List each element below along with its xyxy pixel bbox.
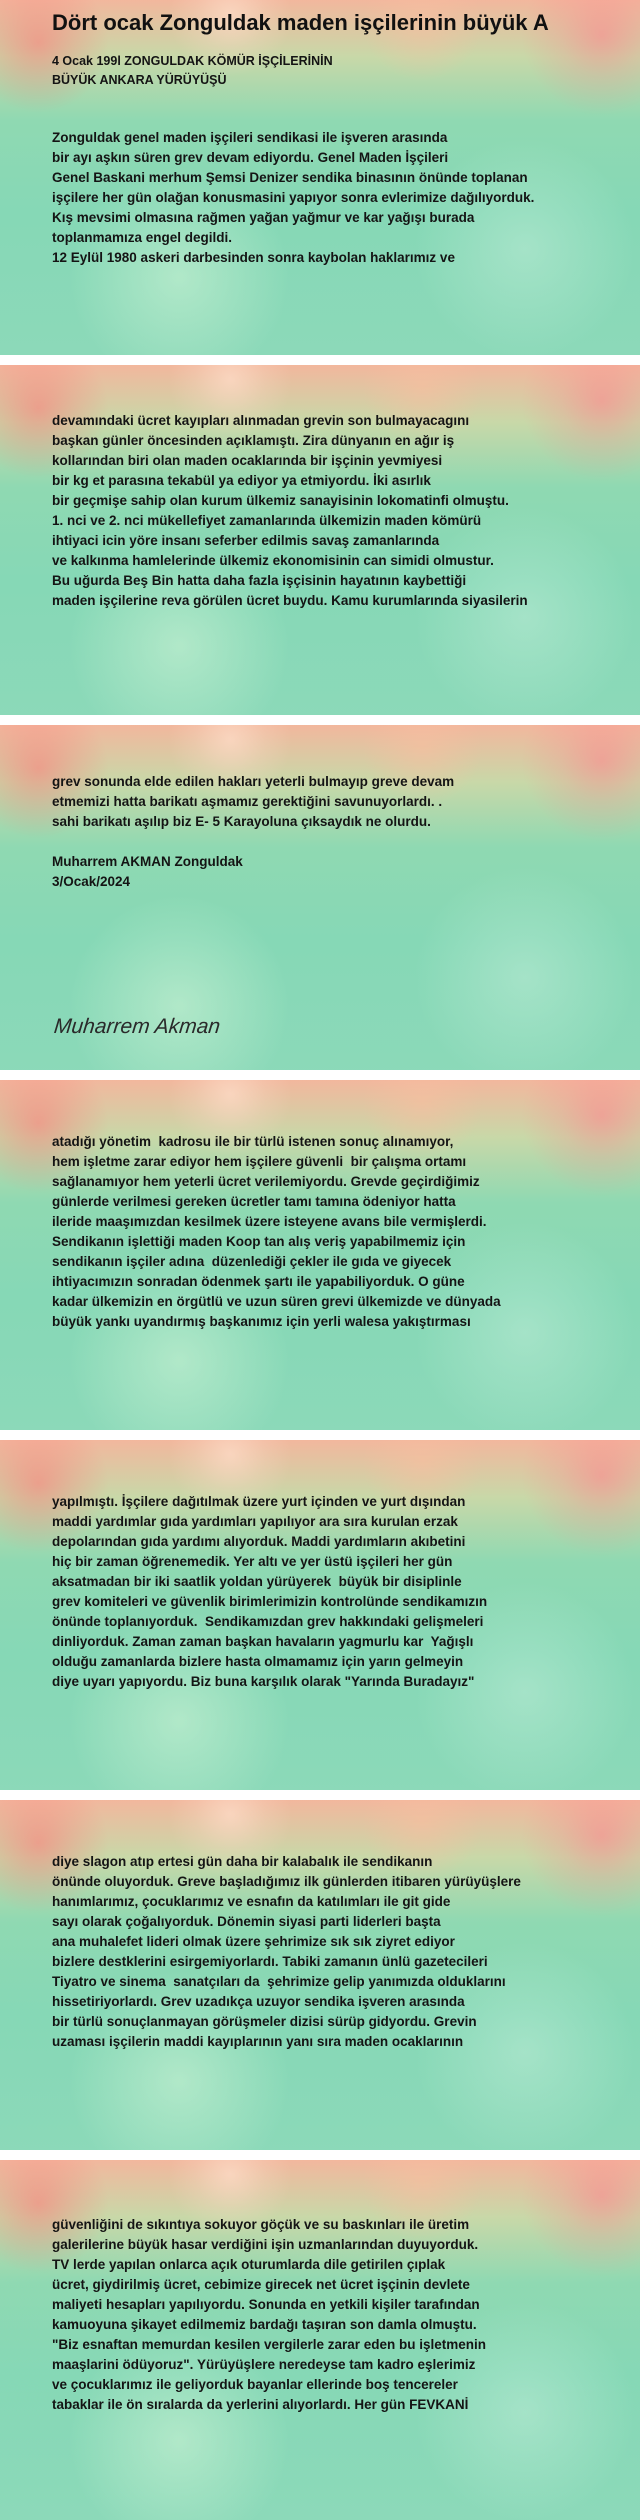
paragraph-7: güvenliğini de sıkıntıya sokuyor göçük ve su baskınları ile üretim galerilerine büyük hasar verdiğini işin uzmanlarından duyuyorduk. TV lerde yapılan onlarca açık oturumlarda dile getirilen çıplak ücret, giydirilmiş ücret, cebimize girecek net ücret işçinin devlete maliyeti hesapları yapılıyordu. Sonunda en yetkili kişiler tarafından kamuoyuna şikayet edilmemiz bardağı taşıran son damla olmuştu. "Biz esnaftan memurdan kesilen vergilerle zarar eden bu işletmenin maaşlarini ödüyoruz". Yürüyüşlere neredeyse tam kadro eşlerimiz ve çocuklarımız ile geliyorduk bayanlar ellerinde boş tencereler tabaklar ile ön sıralarda da yerlerini alıyorlardı. Her gün FEVKANİ xyxy=(52,2217,487,2412)
panel-divider xyxy=(0,1430,640,1440)
panel-divider xyxy=(0,2150,640,2160)
panel-divider xyxy=(0,355,640,365)
text-panel-3 xyxy=(0,725,640,1085)
paragraph-6: diye slagon atıp ertesi gün daha bir kalabalık ile sendikanın önünde oluyorduk. Greve başladığımız ilk günlerden itibaren yürüyüşlere hanımlarımız, çocuklarımız ve esnafın da katılımları ile git gide sayı olarak çoğalıyorduk. Dönemin siyasi parti liderleri başta ana muhalefet lideri olmak üzere şehrimize sık sık ziyret ediyor bizlere destklerini esirgemiyorlardı. Tabiki zamanın ünlü gazetecileri Tiyatro ve sinema sanatçıları da şehrimize gelip yanımızda olduklarını hissetiriyorlardı. Grev uzadıkça uzuyor sendika işveren arasında bir türlü sonuçlanmayan görüşmeler dizisi sürüp gidyordu. Grevin uzaması işçilerin maddi kayıplarının yanı sıra maden ocaklarının xyxy=(52,1854,521,2049)
paragraph-4: atadığı yönetim kadrosu ile bir türlü istenen sonuç alınamıyor, hem işletme zarar ediyor hem işçilere güvenli bir çalışma ortamı sağlanamıyor hem yeterli ücret verilemiyordu. Grevde geçirdiğimiz günlerde verilmesi gereken ücretler tamı tamına ödeniyor hatta ileride maaşımızdan kesilmek üzere isteyene avans bile vermişlerdi. Sendikanın işlettiği maden Koop tan alış veriş yapabilmemiz için sendikanın işçiler adına düzenlediği çekler ile gıda ve giyecek ihtiyacımızın sonradan ödenmek şartı ile yapabiliyorduk. O güne kadar ülkemizin en örgütlü ve uzun süren grevi ülkemizde ve dünyada büyük yankı uyandırmış başkanımız için yerli walesa yakıştırması xyxy=(52,1134,501,1329)
paragraph-2: devamındaki ücret kayıpları alınmadan grevin son bulmayacagını başkan günler öncesinden açıklamıştı. Zira dünyanın en ağır iş kollarından biri olan maden ocaklarında bir işçinin yevmiyesi bir kg et parasına tekabül ya ediyor ya etmiyordu. İki asırlık bir geçmişe sahip olan kurum ülkemiz sanayisinin lokomatinfi olmuştu. 1. nci ve 2. nci mükellefiyet zamanlarında ülkemizin maden kömürü ihtiyaci icin yöre insanı seferber edilmis savaş zamanlarında ve kalkınma hamlelerinde ülkemiz ekonomisinin can simidi olmustur. Bu uğurda Beş Bin hatta daha fazla işçisinin hayatının kaybettiği maden işçilerine reva görülen ücret buydu. Kamu kurumlarında siyasilerin xyxy=(52,413,528,608)
paragraph-1: Zonguldak genel maden işçileri sendikasi ile işveren arasında bir ayı aşkın süren grev devam ediyordu. Genel Maden İşçileri Genel Baskani merhum Şemsi Denizer sendika binasının önünde toplanan işçilere her gün olağan konusmasini yapıyor sonra evlerimize dağılıyorduk. Kış mevsimi olmasına rağmen yağan yağmur ve kar yağışı burada toplanmamıza engel degildi. 12 Eylül 1980 askeri darbesinden sonra kaybolan haklarımız ve xyxy=(52,130,535,265)
text-panel-5 xyxy=(0,1440,640,1800)
panel-divider xyxy=(0,1790,640,1800)
text-panel-4 xyxy=(0,1080,640,1440)
panel-divider xyxy=(0,715,640,725)
paragraph-3: grev sonunda elde edilen hakları yeterli bulmayıp greve devam etmemizi hatta barikatı aşmamız gerektiğini savunuyorlardı. . sahi barikatı aşılıp biz E- 5 Karayoluna çıksaydık ne olurdu. Muharrem AKMAN Zonguldak 3/Ocak/2024 xyxy=(52,774,455,889)
article-headline: Dört ocak Zonguldak maden işçilerinin büyük A xyxy=(52,10,549,35)
text-panel-7 xyxy=(0,2160,640,2520)
text-panel-1 xyxy=(0,0,640,355)
text-panel-6 xyxy=(0,1800,640,2160)
paragraph-5: yapılmıştı. İşçilere dağıtılmak üzere yurt içinden ve yurt dışından maddi yardımlar gıda yardımları yapılıyor ara sıra kurulan erzak depolarından gıda yardımı alıyorduk. Maddi yardımların akıbetini hiç bir zaman öğrenemedik. Yer altı ve yer üstü işçileri her gün aksatmadan bir iki saatlik yoldan yürüyerek büyük bir disiplinle grev komiteleri ve güvenlik birimlerimizin kontrolünde sendikamızın önünde toplanıyorduk. Sendikamızdan grev hakkındaki gelişmeleri dinliyorduk. Zaman zaman başkan havaların yagmurlu kar Yağışlı olduğu zamanlarda bizlere hasta olmamamız için yarın gelmeyin diye uyarı yapıyordu. Biz buna karşılık olarak "Yarında Buradayız" xyxy=(52,1494,488,1689)
author-signature: Muharrem Akman xyxy=(52,1015,222,1038)
article-subheading: 4 Ocak 199l ZONGULDAK KÖMÜR İŞÇİLERİNİN BÜYÜK ANKARA YÜRÜYÜŞÜ xyxy=(52,54,333,87)
panel-divider xyxy=(0,1070,640,1080)
text-panel-2 xyxy=(0,365,640,725)
